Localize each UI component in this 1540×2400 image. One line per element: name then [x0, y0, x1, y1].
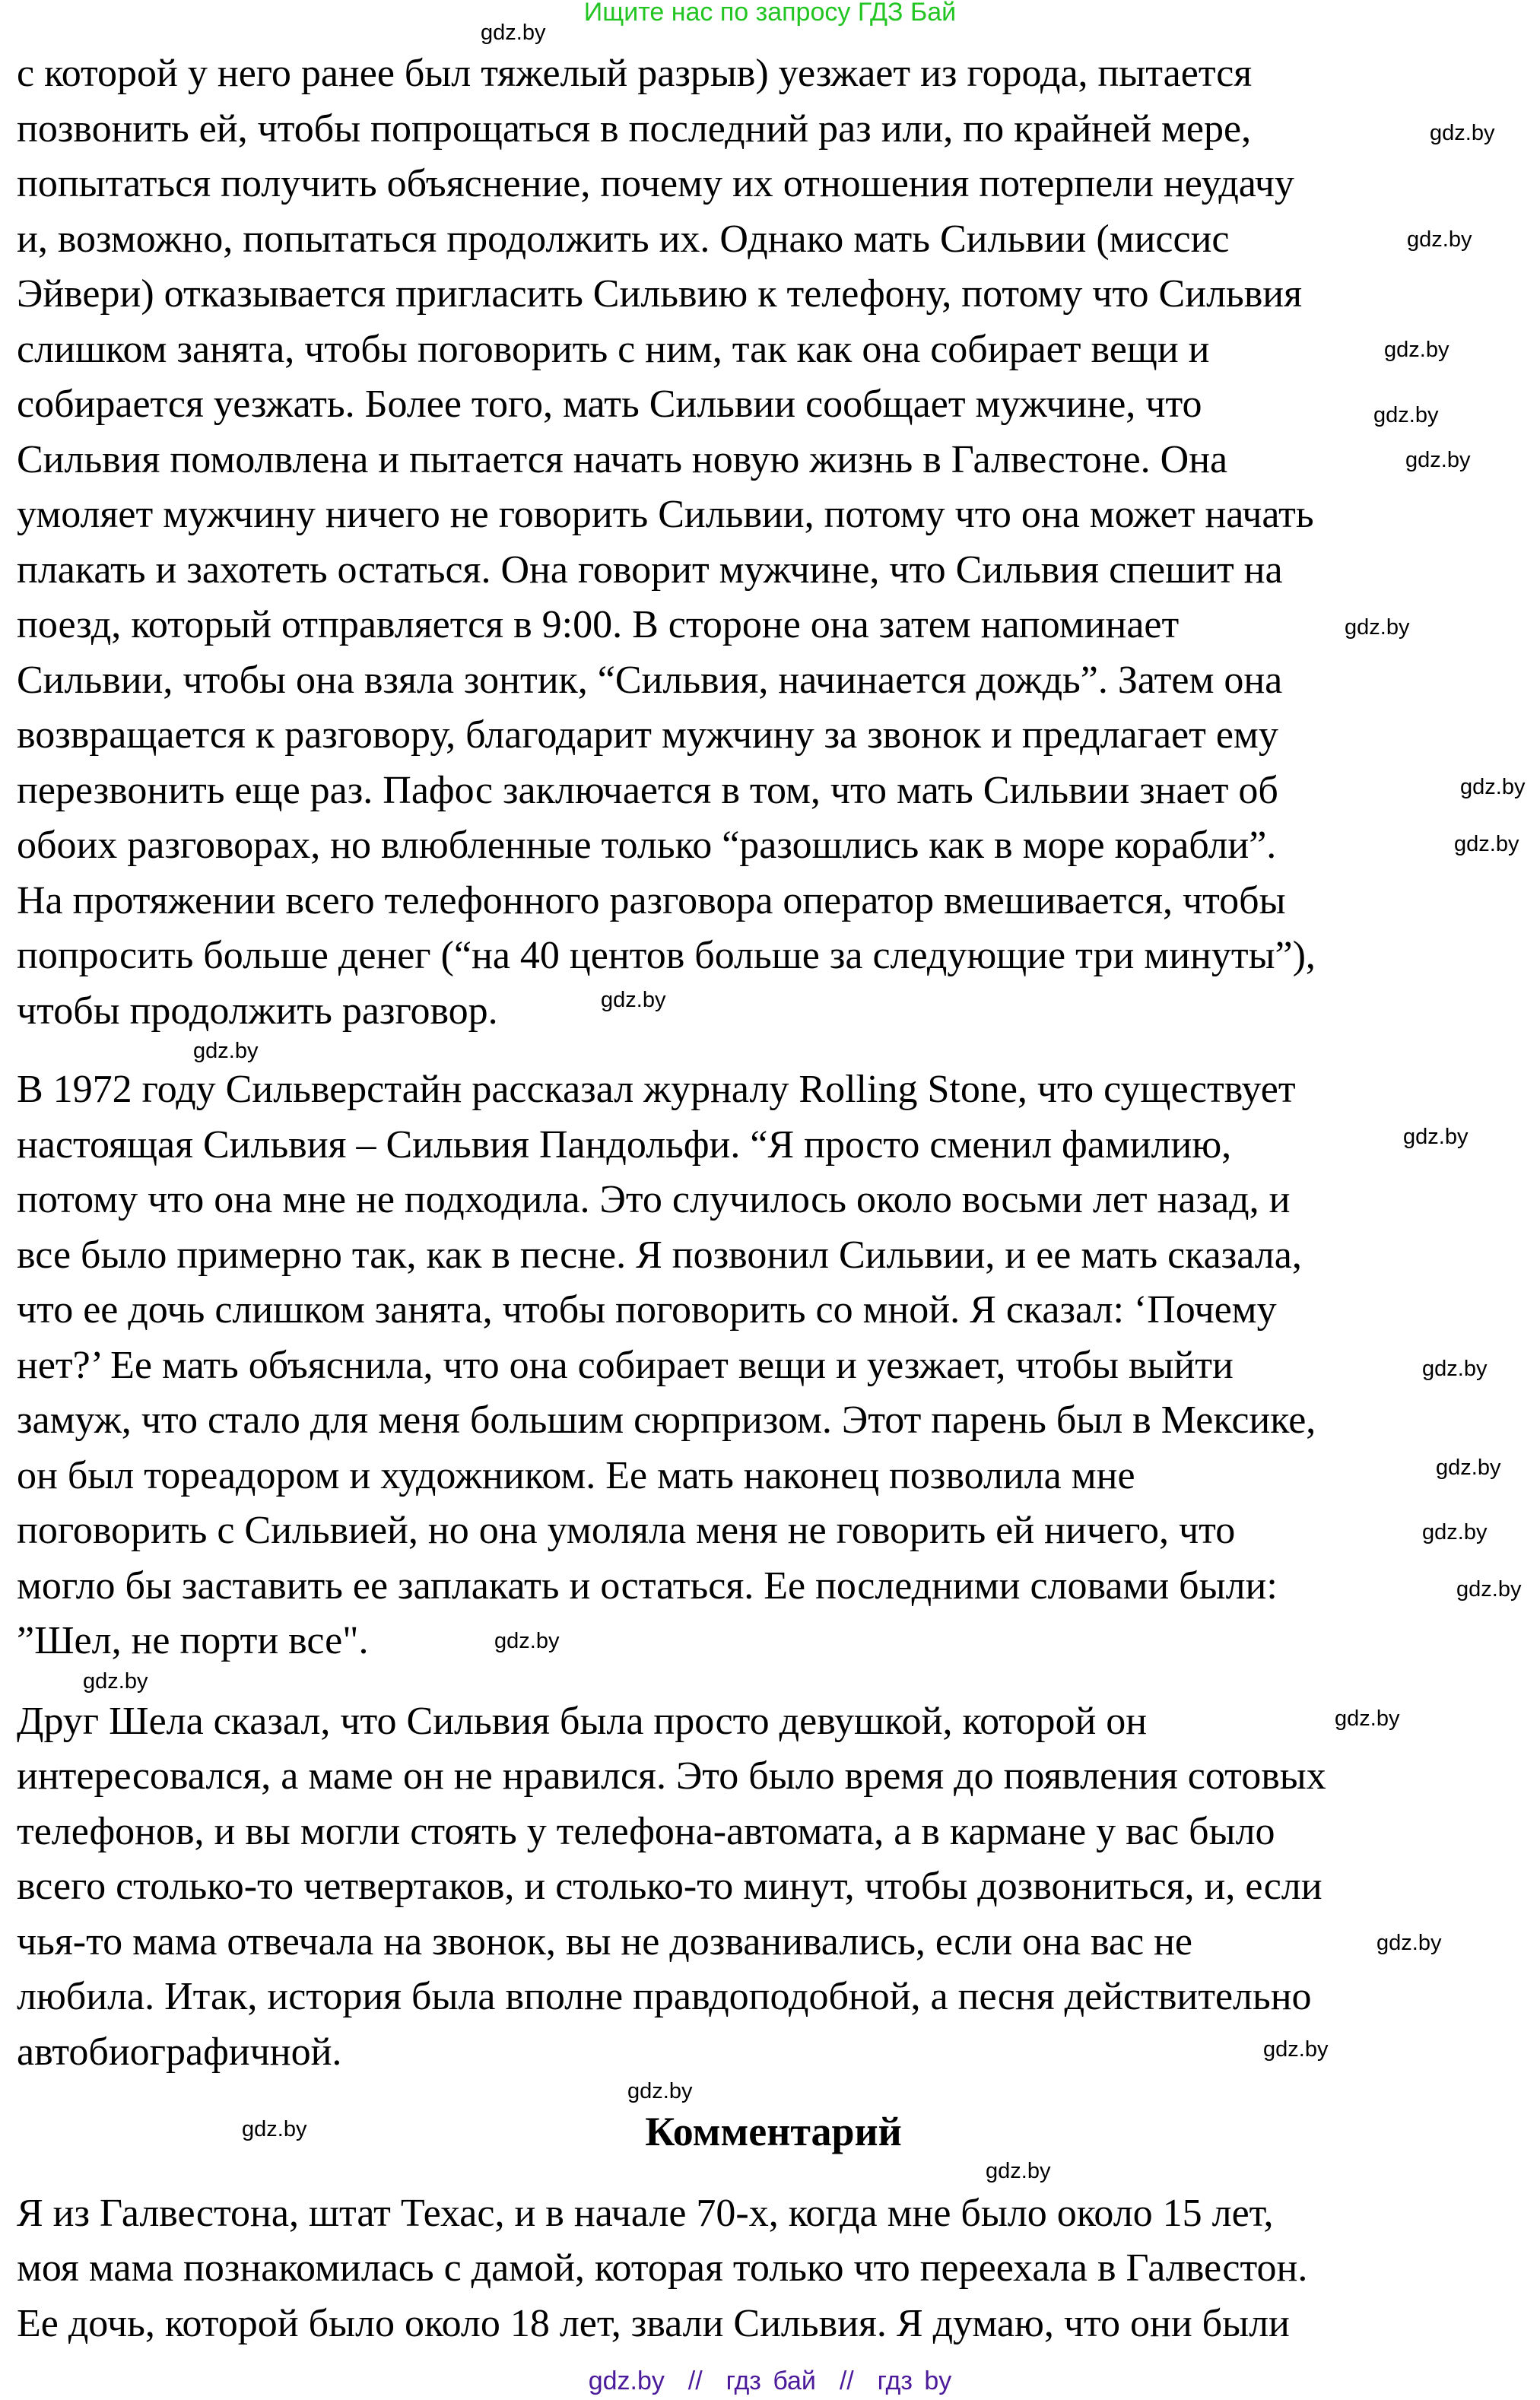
- watermark: gdz.by: [1376, 1931, 1442, 1955]
- watermark: gdz.by: [481, 21, 546, 45]
- text-line: Сильвия помолвлена и пытается начать новую жизнь в Галвестоне. Она: [17, 437, 1228, 481]
- paragraph-1: [17, 46, 1530, 1039]
- paragraph-4: [17, 2186, 1530, 2352]
- text-line: замуж, что стало для меня большим сюрпризом. Этот парень был в Мексике,: [17, 1398, 1316, 1442]
- text-line: Эйвери) отказывается пригласить Сильвию к телефону, потому что Сильвия: [17, 272, 1303, 316]
- watermark: gdz.by: [1263, 2037, 1329, 2062]
- banner-bar: [0, 0, 1540, 33]
- text-line: все было примерно так, как в песне. Я позвонил Сильвии, и ее мать сказала,: [17, 1233, 1302, 1277]
- watermark: gdz.by: [1373, 403, 1439, 427]
- watermark: gdz.by: [1436, 1456, 1501, 1480]
- watermark: gdz.by: [1422, 1520, 1488, 1544]
- text-line: В 1972 году Сильверстайн рассказал журналу Rolling Stone, что существует: [17, 1068, 1296, 1111]
- text-line: автобиографичной.: [17, 2030, 342, 2074]
- watermark: gdz.by: [1403, 1125, 1469, 1149]
- text-line: поговорить с Сильвией, но она умоляла меня не говорить ей ничего, что: [17, 1509, 1236, 1552]
- watermark: gdz.by: [601, 988, 666, 1012]
- watermark: gdz.by: [494, 1629, 560, 1653]
- text-line: всего столько-то четвертаков, и столько-то минут, чтобы дозвониться, и, если: [17, 1865, 1322, 1908]
- watermark: gdz.by: [1407, 227, 1472, 252]
- watermark: gdz.by: [1345, 615, 1410, 640]
- text-line: любила. Итак, история была вполне правдоподобной, а песня действительно: [17, 1975, 1312, 2018]
- text-line: Ее дочь, которой было около 18 лет, звали Сильвия. Я думаю, что они были: [17, 2301, 1290, 2345]
- footer-bar: [0, 2367, 1540, 2396]
- paragraph-3: [17, 1694, 1530, 2081]
- text-line: На протяжении всего телефонного разговора оператор вмешивается, чтобы: [17, 878, 1286, 922]
- watermark: gdz.by: [1422, 1357, 1488, 1381]
- watermark: gdz.by: [83, 1669, 148, 1694]
- text-line: слишком занята, чтобы поговорить с ним, так как она собирает вещи и: [17, 327, 1210, 371]
- watermark: gdz.by: [1405, 448, 1471, 472]
- text-line: умоляет мужчину ничего не говорить Сильвии, потому что она может начать: [17, 493, 1314, 536]
- text-line: попытаться получить объяснение, почему их отношения потерпели неудачу: [17, 162, 1294, 205]
- text-line: и, возможно, попытаться продолжить их. Однако мать Сильвии (миссис: [17, 217, 1230, 261]
- watermark: gdz.by: [1456, 1577, 1522, 1602]
- footer-links: gdz.by // гдз бай // гдз by: [588, 2367, 952, 2395]
- text-line: что ее дочь слишком занята, чтобы поговорить со мной. Я сказал: ‘Почему: [17, 1288, 1277, 1332]
- text-line: чья-то мама отвечала на звонок, вы не дозванивались, если она вас не: [17, 1919, 1192, 1963]
- text-line: обоих разговорах, но влюбленные только “разошлись как в море корабли”.: [17, 824, 1277, 867]
- section-heading: Комментарий: [645, 2109, 902, 2154]
- text-line: ”Шел, не порти все".: [17, 1619, 369, 1662]
- watermark: gdz.by: [1454, 832, 1519, 856]
- text-line: могло бы заставить ее заплакать и остаться. Ее последними словами были:: [17, 1563, 1278, 1608]
- watermark: gdz.by: [627, 2079, 693, 2103]
- document-body: [17, 46, 1530, 2351]
- text-line: телефонов, и вы могли стоять у телефона-автомата, а в кармане у вас было: [17, 1809, 1275, 1853]
- text-line: нет?’ Ее мать объяснила, что она собирает вещи и уезжает, чтобы выйти: [17, 1343, 1234, 1387]
- text-line: перезвонить еще раз. Пафос заключается в том, что мать Сильвии знает об: [17, 768, 1278, 812]
- watermark: gdz.by: [1430, 121, 1495, 145]
- text-line: Я из Галвестона, штат Техас, и в начале 70-х, когда мне было около 15 лет,: [17, 2191, 1274, 2235]
- search-banner: Ищите нас по запросу ГДЗ Бай: [583, 0, 957, 27]
- text-line: он был тореадором и художником. Ее мать наконец позволила мне: [17, 1453, 1135, 1497]
- watermark: gdz.by: [1384, 338, 1450, 362]
- text-line: чтобы продолжить разговор.: [17, 989, 498, 1033]
- text-line: потому что она мне не подходила. Это случилось около восьми лет назад, и: [17, 1178, 1291, 1221]
- paragraph-2: [17, 1062, 1530, 1669]
- watermark: gdz.by: [986, 2159, 1051, 2183]
- watermark: gdz.by: [1335, 1706, 1400, 1731]
- text-line: с которой у него ранее был тяжелый разрыв) уезжает из города, пытается: [17, 52, 1253, 95]
- text-line: позвонить ей, чтобы попрощаться в последний раз или, по крайней мере,: [17, 106, 1252, 151]
- watermark: gdz.by: [1460, 775, 1526, 799]
- text-line: Сильвии, чтобы она взяла зонтик, “Сильвия, начинается дождь”. Затем она: [17, 658, 1283, 702]
- watermark: gdz.by: [193, 1039, 259, 1063]
- text-line: настоящая Сильвия – Сильвия Пандольфи. “Я просто сменил фамилию,: [17, 1122, 1232, 1167]
- text-line: плакать и захотеть остаться. Она говорит мужчине, что Сильвия спешит на: [17, 548, 1283, 592]
- text-line: моя мама познакомилась с дамой, которая только что переехала в Галвестон.: [17, 2246, 1308, 2290]
- watermark: gdz.by: [242, 2117, 307, 2141]
- text-line: возвращается к разговору, благодарит мужчину за звонок и предлагает ему: [17, 713, 1278, 757]
- text-line: поезд, который отправляется в 9:00. В стороне она затем напоминает: [17, 603, 1180, 646]
- text-line: собирается уезжать. Более того, мать Сильвии сообщает мужчине, что: [17, 383, 1202, 426]
- text-line: Друг Шела сказал, что Сильвия была просто девушкой, которой он: [17, 1699, 1148, 1743]
- text-line: попросить больше денег (“на 40 центов больше за следующие три минуты”),: [17, 934, 1316, 977]
- text-line: интересовался, а маме он не нравился. Это было время до появления сотовых: [17, 1754, 1326, 1798]
